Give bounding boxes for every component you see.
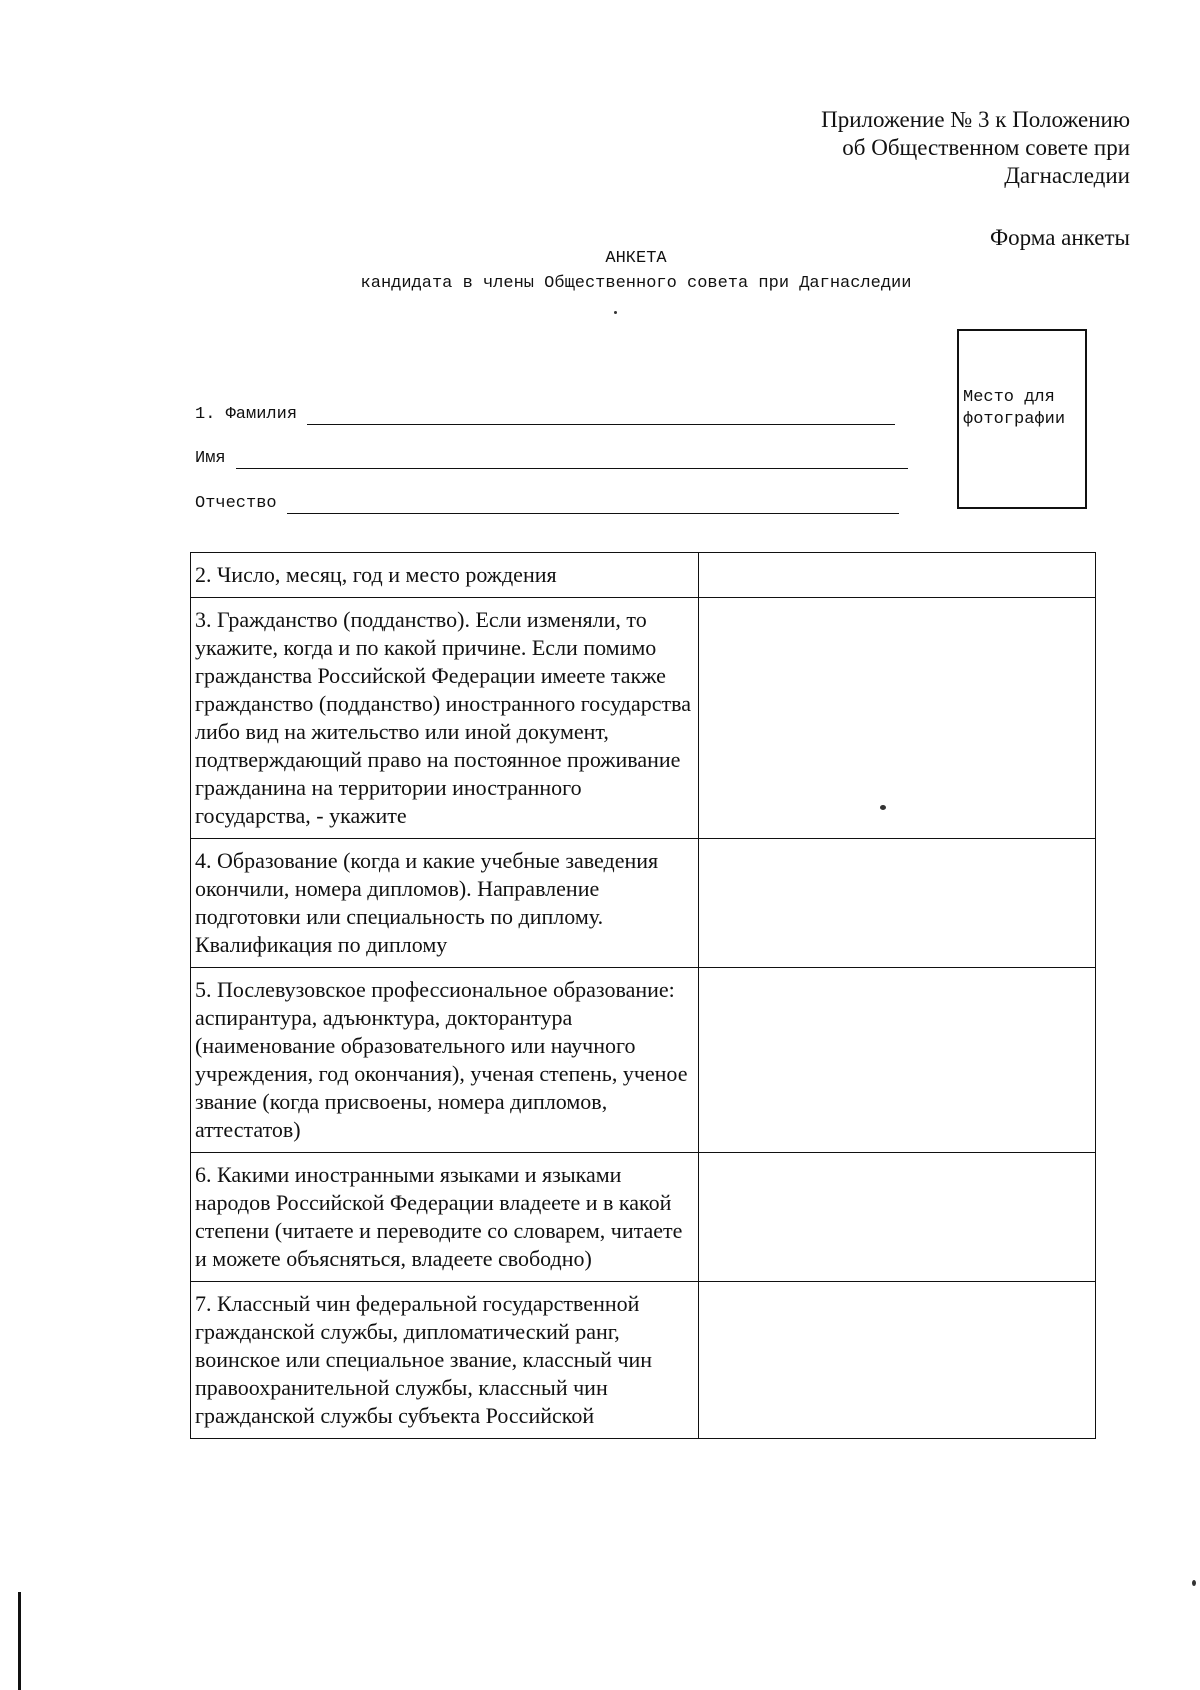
question-cell [191, 1282, 699, 1439]
question-cell [191, 1153, 699, 1282]
name-label: Имя [195, 449, 226, 468]
form-label: Форма анкеты [989, 225, 1130, 250]
form-subtitle: кандидата в члены Общественного совета при Дагнаследии [360, 274, 912, 293]
answer-cell[interactable] [698, 553, 1095, 598]
appendix-header [690, 106, 1130, 190]
surname-field[interactable] [307, 406, 895, 425]
answer-cell[interactable] [698, 1282, 1095, 1439]
question-text: 2. Число, месяц, год и место рождения [195, 562, 557, 587]
name-row [195, 449, 908, 469]
answer-cell[interactable] [698, 839, 1095, 968]
scan-speck [1192, 1580, 1196, 1586]
name-field[interactable] [236, 450, 908, 469]
form-title: АНКЕТА [605, 249, 667, 268]
question-text: 7. Классный чин федеральной государственной гражданской службы, дипломатический ранг, воинское или специальное звание, классный чин правоохранительной службы, классный чин гражданской службы субъекта Российской [195, 1291, 653, 1428]
question-cell [191, 598, 699, 839]
appendix-header-line-3: Дагнаследии [1004, 163, 1130, 188]
table-row [191, 598, 1096, 839]
scan-margin-line [18, 1592, 21, 1690]
appendix-header-line-2: об Общественном совете при [842, 135, 1130, 160]
questionnaire-table [190, 552, 1096, 1439]
patronymic-label: Отчество [195, 494, 277, 513]
answer-cell[interactable] [698, 968, 1095, 1153]
table-row [191, 1282, 1096, 1439]
question-text: 6. Какими иностранными языками и языками народов Российской Федерации владеете и в какой степени (читаете и переводите со словарем, читаете и можете объясняться, владеете свободно) [195, 1162, 683, 1271]
photo-placeholder [957, 329, 1087, 509]
question-text: 3. Гражданство (подданство). Если изменяли, то укажите, когда и по какой причине. Если помимо гражданства Российской Федерации имеете также гражданство (подданство) иностранного государства либо вид на жительство или иной документ, подтверждающий право на постоянное проживание гражданина на территории иностранного государства, - укажите [195, 607, 692, 828]
question-text: 4. Образование (когда и какие учебные заведения окончили, номера дипломов). Направление подготовки или специальность по диплому. Квалификация по диплому [195, 848, 659, 957]
question-cell [191, 968, 699, 1153]
scan-speck [614, 311, 617, 314]
patronymic-row [195, 494, 899, 514]
answer-cell[interactable] [698, 598, 1095, 839]
question-cell [191, 553, 699, 598]
surname-label: 1. Фамилия [195, 405, 298, 424]
question-text: 5. Послевузовское профессиональное образование: аспирантура, адъюнктура, докторантура (наименование образовательного или научного учреждения, год окончания), ученая степень, ученое звание (когда присвоены, номера дипломов, аттестатов) [195, 977, 688, 1142]
table-row [191, 1153, 1096, 1282]
table-row [191, 968, 1096, 1153]
patronymic-field[interactable] [287, 495, 899, 514]
table-row [191, 839, 1096, 968]
answer-cell[interactable] [698, 1153, 1095, 1282]
appendix-header-line-1: Приложение № 3 к Положению [821, 107, 1130, 132]
question-cell [191, 839, 699, 968]
surname-row [195, 405, 895, 425]
table-row [191, 553, 1096, 598]
photo-placeholder-label: Место для фотографии [963, 388, 1066, 429]
scan-speck [880, 805, 886, 810]
